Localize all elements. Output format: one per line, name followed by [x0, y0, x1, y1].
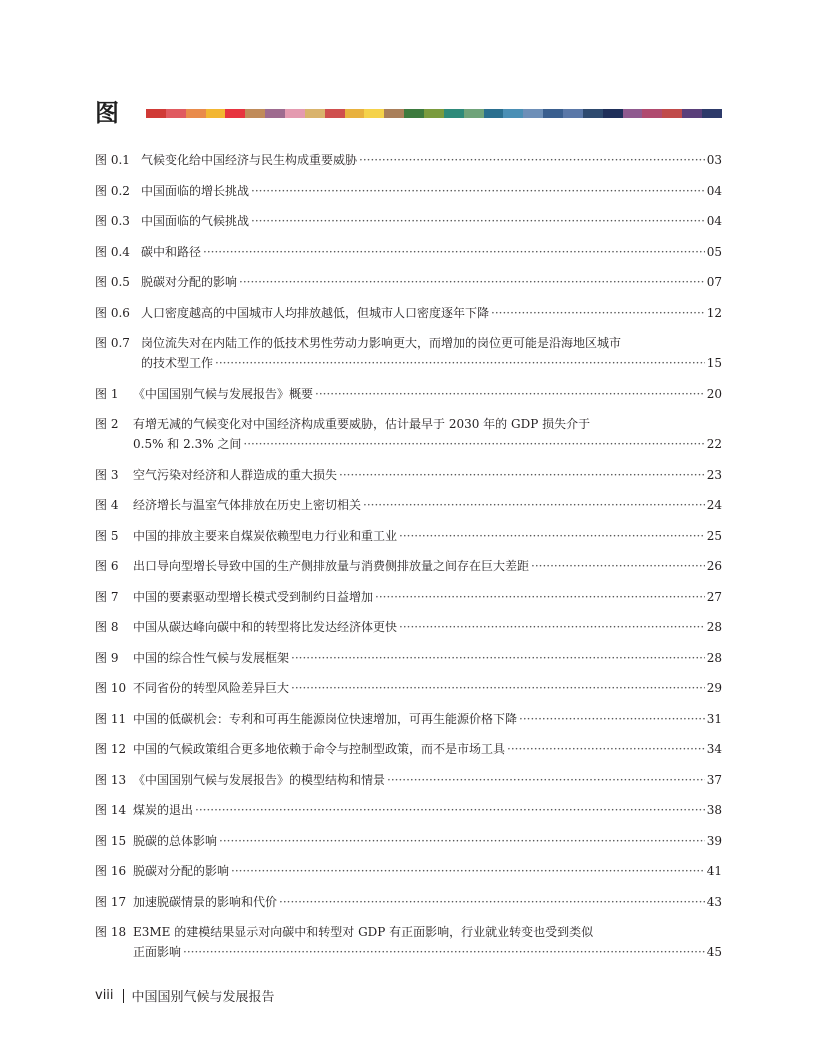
figure-title: 经济增长与温室气体排放在历史上密切相关: [133, 498, 362, 512]
figure-number: 图 5: [95, 528, 119, 543]
figure-title: 碳中和路径: [141, 244, 202, 259]
figure-title: 煤炭的退出: [133, 803, 194, 817]
page-number: 39: [706, 833, 722, 848]
page-number: 20: [706, 386, 722, 401]
section-heading: 图: [95, 99, 119, 127]
figure-title: 岗位流失对在内陆工作的低技术男性劳动力影响更大，而增加的岗位更可能是沿海地区城市: [141, 336, 622, 350]
page-number: 04: [706, 214, 722, 228]
figure-number: 图 6: [95, 559, 119, 573]
figure-number: 图 18: [95, 925, 127, 939]
figure-number: 图 0.7: [95, 336, 130, 350]
figure-entry[interactable]: [95, 272, 722, 292]
figure-title: 中国的低碳机会：专利和可再生能源岗位快速增加，可再生能源价格下降: [133, 711, 518, 726]
dot-leader: [375, 587, 705, 607]
figure-entry[interactable]: [95, 150, 722, 170]
figure-number: 图 1: [95, 386, 119, 401]
dot-leader: [363, 495, 705, 515]
figure-title: 加速脱碳情景的影响和代价: [133, 894, 278, 909]
figure-entry[interactable]: [95, 211, 722, 231]
dot-leader: [507, 739, 705, 759]
dot-leader: [399, 526, 705, 546]
figure-number: 图 0.6: [95, 305, 130, 320]
figure-entry[interactable]: [95, 242, 722, 262]
figure-number: 图 0.4: [95, 244, 130, 259]
figure-title: 中国面临的增长挑战: [141, 183, 250, 198]
figure-entry[interactable]: [95, 861, 722, 881]
figure-title: 脱碳的总体影响: [133, 833, 218, 848]
dot-leader: [291, 678, 705, 698]
figure-number: 图 3: [95, 467, 119, 482]
stripe-segment: [464, 109, 484, 118]
figure-entry[interactable]: [95, 333, 722, 373]
dot-leader: [183, 942, 705, 962]
figure-entry[interactable]: [95, 414, 722, 454]
dot-leader: [231, 861, 705, 881]
page-number: 03: [706, 153, 722, 167]
color-stripe: [146, 109, 722, 118]
figure-title: 中国的排放主要来自煤炭依赖型电力行业和重工业: [133, 528, 398, 543]
figure-number: 图 13: [95, 772, 127, 787]
figure-title: 脱碳对分配的影响: [133, 864, 230, 878]
page-number: 22: [706, 437, 722, 451]
figure-entry[interactable]: [95, 892, 722, 912]
figure-title: 正面影响: [133, 945, 182, 959]
figure-entry[interactable]: [95, 181, 722, 201]
dot-leader: [203, 242, 705, 262]
stripe-segment: [225, 109, 245, 118]
figure-entry[interactable]: [95, 831, 722, 851]
stripe-segment: [642, 109, 662, 118]
figure-title: 脱碳对分配的影响: [141, 275, 238, 289]
figure-entry[interactable]: [95, 617, 722, 637]
page-number: 25: [706, 528, 722, 543]
dot-leader: [195, 800, 705, 820]
dot-leader: [519, 709, 705, 729]
dot-leader: [219, 831, 705, 851]
stripe-segment: [702, 109, 722, 118]
figure-number: 图 14: [95, 803, 127, 817]
figure-title: 不同省份的转型风险差异巨大: [133, 681, 290, 695]
stripe-segment: [146, 109, 166, 118]
figure-number: 图 0.3: [95, 214, 130, 228]
figure-title: 中国的气候政策组合更多地依赖于命令与控制型政策，而不是市场工具: [133, 742, 506, 756]
figure-number: 图 17: [95, 894, 127, 909]
stripe-segment: [543, 109, 563, 118]
dot-leader: [215, 353, 705, 373]
page-number: 23: [706, 467, 722, 482]
figure-entry[interactable]: [95, 739, 722, 759]
figure-entry[interactable]: [95, 303, 722, 323]
figure-title: 的技术型工作: [141, 356, 214, 370]
figure-title: 气候变化给中国经济与民生构成重要威胁: [141, 153, 358, 167]
figure-entry[interactable]: [95, 495, 722, 515]
figure-entry[interactable]: [95, 678, 722, 698]
figure-number: 图 11: [95, 711, 127, 726]
stripe-segment: [186, 109, 206, 118]
figure-number: 图 16: [95, 864, 127, 878]
page-number: 05: [706, 244, 722, 259]
stripe-segment: [682, 109, 702, 118]
page-number: 24: [706, 498, 722, 512]
figure-number: 图 12: [95, 742, 127, 756]
stripe-segment: [603, 109, 623, 118]
page-number: 04: [706, 183, 722, 198]
dot-leader: [251, 181, 705, 201]
page-number: 15: [706, 356, 722, 370]
stripe-segment: [245, 109, 265, 118]
figure-number: 图 2: [95, 417, 119, 431]
stripe-segment: [563, 109, 583, 118]
stripe-segment: [325, 109, 345, 118]
page-number: 31: [706, 711, 722, 726]
stripe-segment: [206, 109, 226, 118]
stripe-segment: [404, 109, 424, 118]
stripe-segment: [424, 109, 444, 118]
footer-report-title: 中国国别气候与发展报告: [131, 990, 275, 1005]
page-number: 26: [706, 559, 722, 573]
dot-leader: [339, 465, 705, 485]
page-number: 07: [706, 275, 722, 289]
figure-entry[interactable]: [95, 384, 722, 404]
figure-number: 图 0.1: [95, 153, 130, 167]
footer-page-number: viii: [95, 988, 114, 1003]
stripe-segment: [285, 109, 305, 118]
page-number: 43: [706, 894, 722, 909]
stripe-segment: [503, 109, 523, 118]
figure-entry[interactable]: [95, 556, 722, 576]
figure-number: 图 9: [95, 650, 119, 665]
figure-title: 《中国国别气候与发展报告》的模型结构和情景: [133, 772, 386, 787]
figure-title: 《中国国别气候与发展报告》概要: [133, 386, 314, 401]
stripe-segment: [444, 109, 464, 118]
footer-divider: [123, 989, 124, 1003]
dot-leader: [239, 272, 705, 292]
page-number: 38: [706, 803, 722, 817]
figure-entry[interactable]: [95, 526, 722, 546]
page-number: 12: [706, 305, 722, 320]
page-number: 27: [706, 589, 722, 604]
figure-title: 人口密度越高的中国城市人均排放越低，但城市人口密度逐年下降: [141, 305, 490, 320]
dot-leader: [359, 150, 705, 170]
figure-title: 出口导向型增长导致中国的生产侧排放量与消费侧排放量之间存在巨大差距: [133, 559, 530, 573]
figure-title: 0.5% 和 2.3% 之间: [133, 437, 242, 451]
dot-leader: [491, 303, 705, 323]
dot-leader: [531, 556, 705, 576]
page-number: 37: [706, 772, 722, 787]
figure-title: E3ME 的建模结果显示对向碳中和转型对 GDP 有正面影响，行业就业转变也受到类似: [133, 925, 594, 939]
stripe-segment: [583, 109, 603, 118]
stripe-segment: [662, 109, 682, 118]
page-number: 29: [706, 681, 722, 695]
figure-number: 图 10: [95, 681, 127, 695]
figure-number: 图 0.5: [95, 275, 130, 289]
figure-title: 空气污染对经济和人群造成的重大损失: [133, 467, 338, 482]
figure-title: 中国的要素驱动型增长模式受到制约日益增加: [133, 589, 374, 604]
stripe-segment: [265, 109, 285, 118]
stripe-segment: [623, 109, 643, 118]
figure-title: 有增无减的气候变化对中国经济构成重要威胁，估计最早于 2030 年的 GDP 损失介于: [133, 417, 591, 431]
dot-leader: [279, 892, 705, 912]
stripe-segment: [345, 109, 365, 118]
figure-title: 中国面临的气候挑战: [141, 214, 250, 228]
figure-number: 图 8: [95, 620, 119, 634]
page-footer: [95, 986, 275, 1005]
stripe-segment: [484, 109, 504, 118]
figure-entry[interactable]: [95, 709, 722, 729]
figure-title: 中国的综合性气候与发展框架: [133, 650, 290, 665]
figure-entry[interactable]: [95, 465, 722, 485]
page-number: 34: [706, 742, 722, 756]
figure-entry[interactable]: [95, 800, 722, 820]
figure-number: 图 7: [95, 589, 119, 604]
figure-number: 图 4: [95, 498, 119, 512]
figure-entry[interactable]: [95, 648, 722, 668]
stripe-segment: [523, 109, 543, 118]
dot-leader: [291, 648, 705, 668]
dot-leader: [399, 617, 705, 637]
dot-leader: [243, 434, 704, 454]
page-number: 28: [706, 620, 722, 634]
figure-entry[interactable]: [95, 922, 722, 962]
figure-number: 图 15: [95, 833, 127, 848]
figure-number: 图 0.2: [95, 183, 130, 198]
figure-title: 中国从碳达峰向碳中和的转型将比发达经济体更快: [133, 620, 398, 634]
stripe-segment: [384, 109, 404, 118]
page-number: 28: [706, 650, 722, 665]
dot-leader: [315, 384, 705, 404]
stripe-segment: [364, 109, 384, 118]
page-number: 41: [706, 864, 722, 878]
figure-entry[interactable]: [95, 770, 722, 790]
stripe-segment: [166, 109, 186, 118]
stripe-segment: [305, 109, 325, 118]
page-number: 45: [706, 945, 722, 959]
dot-leader: [387, 770, 705, 790]
dot-leader: [251, 211, 705, 231]
figure-entry[interactable]: [95, 587, 722, 607]
